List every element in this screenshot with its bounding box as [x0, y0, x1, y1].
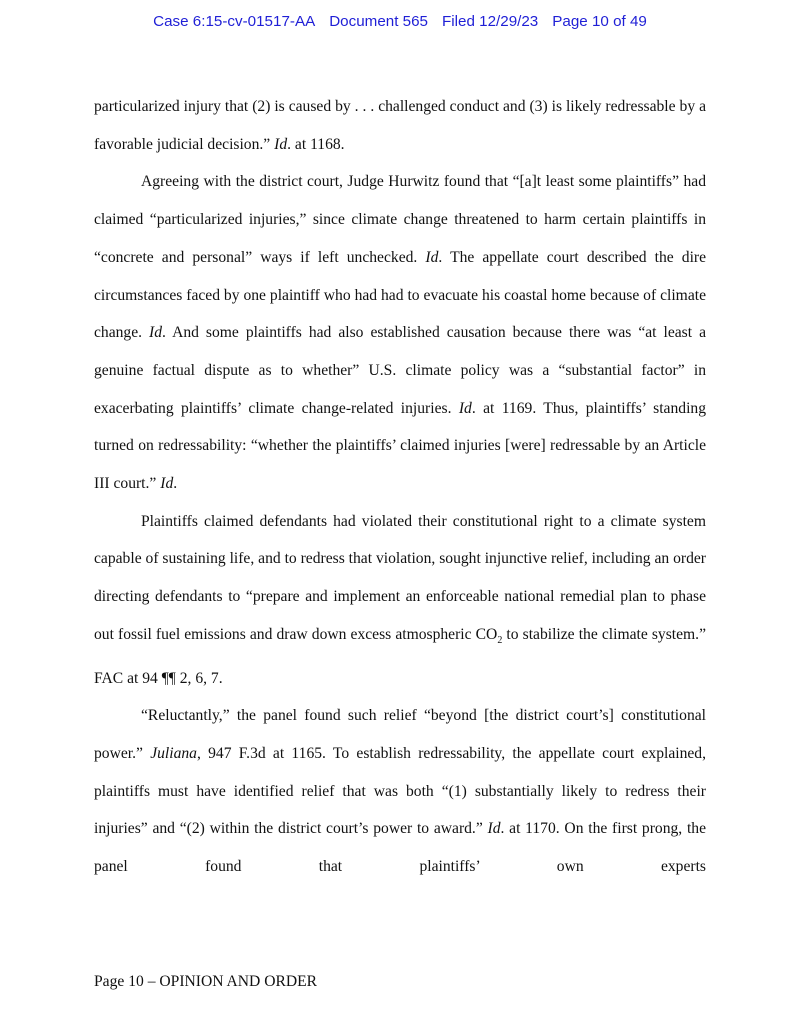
citation-id: Id [274, 135, 288, 153]
citation-id: Id [487, 820, 501, 838]
text-run: Plaintiffs claimed defendants had violated their constitutional right to a climate system capable of sustaining life, and to redress that violation, sought injunctive relief, including an order directing defendants to “prepare and implement an enforceable national remedial plan to phase out fossil fuel emissions and draw down excess atmospheric CO [94, 512, 706, 643]
text-run: . at 1168. [287, 135, 345, 153]
text-run: . [173, 475, 178, 493]
text-run: . And some plaintiffs had also established causation because there was “at least a genuine factual dispute as to whether” U.S. climate policy was a “substantial factor” in exacerbating plaintiffs’ climate change-related injuries. [94, 324, 706, 417]
page-count: Page 10 of 49 [552, 13, 647, 30]
document-number: Document 565 [329, 13, 428, 30]
text-run: to stabilize the climate system.” FAC at 94 ¶¶ 2, 6, 7. [94, 625, 706, 687]
citation-id: Id [160, 475, 174, 493]
page-footer: Page 10 – OPINION AND ORDER [94, 973, 318, 990]
paragraph-4 [94, 697, 706, 886]
citation-id: Id [425, 248, 439, 266]
filed-date: Filed 12/29/23 [442, 13, 539, 30]
citation-id: Id [149, 324, 163, 342]
paragraph-2 [94, 163, 706, 502]
subscript: 2 [497, 634, 503, 646]
text-run: , 947 F.3d at 1165. To establish redressability, the appellate court explained, plaintiffs must have identified relief that was both “(1) substantially likely to redress their injuries” and “(2) within the district court’s power to award.” [94, 745, 706, 838]
text-run: “Reluctantly,” the panel found such relief “beyond [the district court’s] constitutional power.” [94, 707, 706, 763]
text-run: . at 1170. On the first prong, the panel found that plaintiffs’ own experts [94, 820, 706, 876]
citation-id: Id [458, 399, 472, 417]
opinion-body [94, 88, 706, 886]
paragraph-3 [94, 503, 706, 698]
text-run: . at 1169. Thus, plaintiffs’ standing turned on redressability: “whether the plaintiffs’ claimed injuries [were] redressable by an Article III court.” [94, 399, 706, 493]
text-run: Agreeing with the district court, Judge Hurwitz found that “[a]t least some plaintiffs” had claimed “particularized injuries,” since climate change threatened to harm certain plaintiffs in “concrete and personal” ways if left unchecked. [94, 173, 706, 266]
case-number: Case 6:15-cv-01517-AA [153, 13, 316, 30]
paragraph-1 [94, 88, 706, 163]
text-run: . The appellate court described the dire circumstances faced by one plaintiff who had had to evacuate his coastal home because of climate change. [94, 248, 707, 342]
case-name: Juliana [150, 745, 197, 763]
case-header [0, 13, 800, 30]
text-run: particularized injury that (2) is caused by . . . challenged conduct and (3) is likely redressable by a favorable judicial decision.” [94, 98, 706, 153]
